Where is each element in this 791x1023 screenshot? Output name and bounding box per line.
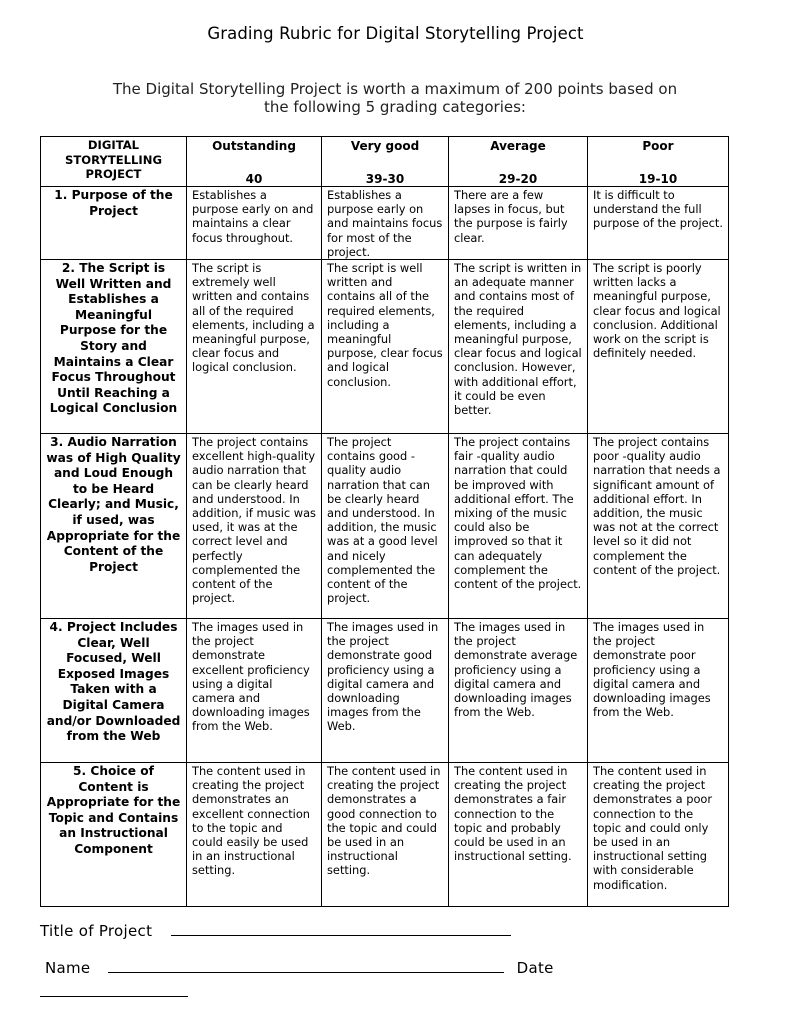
intro-text bbox=[60, 80, 730, 116]
date-blank[interactable] bbox=[40, 982, 188, 997]
criteria-cell: The script is written in an adequate manner and contains most of the required elements, including a meaningful purpose, clear focus and logical conclusion. However, with additional effort, it could be even better. bbox=[449, 260, 588, 434]
level-header-outstanding bbox=[187, 137, 322, 187]
level-name: Poor bbox=[642, 139, 674, 153]
rubric-row-audio bbox=[41, 434, 729, 619]
criteria-cell: The project contains excellent high-quality audio narration that can be clearly heard and understood. In addition, if music was used, it was at the correct level and perfectly complemented the content of the project. bbox=[187, 434, 322, 619]
name-blank[interactable] bbox=[108, 958, 504, 973]
intro-line-2: the following 5 grading categories: bbox=[264, 98, 526, 116]
criteria-cell: The project contains good -quality audio narration that can be clearly heard and understood. In addition, the music was at a good level and nicely complemented the content of the project. bbox=[322, 434, 449, 619]
criteria-cell: The script is poorly written lacks a meaningful purpose, clear focus and logical conclusion. Additional work on the script is definitely needed. bbox=[588, 260, 729, 434]
criteria-cell: The images used in the project demonstrate excellent proficiency using a digital camera and downloading images from the Web. bbox=[187, 619, 322, 763]
category-label: 4. Project Includes Clear, Well Focused, Well Exposed Images Taken with a Digital Camera and/or Downloaded from the Web bbox=[41, 619, 187, 763]
category-label: 2. The Script is Well Written and Establishes a Meaningful Purpose for the Story and Maintains a Clear Focus Throughout Until Reaching a Logical Conclusion bbox=[41, 260, 187, 434]
title-of-project-blank[interactable] bbox=[171, 921, 511, 936]
rubric-table bbox=[40, 136, 729, 907]
level-header-poor bbox=[588, 137, 729, 187]
title-of-project-field bbox=[40, 921, 511, 940]
criteria-cell: Establishes a purpose early on and maintains focus for most of the project. bbox=[322, 187, 449, 260]
title-of-project-label: Title of Project bbox=[40, 922, 153, 940]
criteria-cell: The images used in the project demonstrate average proficiency using a digital camera and downloading images from the Web. bbox=[449, 619, 588, 763]
criteria-cell: The script is well written and contains all of the required elements, including a meaningful purpose, clear focus and logical conclusion. bbox=[322, 260, 449, 434]
rubric-row-content bbox=[41, 763, 729, 907]
level-header-average bbox=[449, 137, 588, 187]
corner-header: DIGITAL STORYTELLING PROJECT bbox=[41, 137, 187, 187]
level-points: 19-10 bbox=[638, 171, 678, 186]
criteria-cell: The content used in creating the project demonstrates a fair connection to the topic and probably could be used in an instructional setting. bbox=[449, 763, 588, 907]
rubric-row-purpose bbox=[41, 187, 729, 260]
category-label: 5. Choice of Content is Appropriate for the Topic and Contains an Instructional Component bbox=[41, 763, 187, 907]
category-label: 1. Purpose of the Project bbox=[41, 187, 187, 260]
criteria-cell: The script is extremely well written and contains all of the required elements, including a meaningful purpose, clear focus and logical conclusion. bbox=[187, 260, 322, 434]
date-label: Date bbox=[516, 959, 554, 977]
level-points: 29-20 bbox=[498, 171, 538, 186]
level-points: 40 bbox=[245, 171, 263, 186]
name-date-field bbox=[45, 958, 554, 977]
rubric-header-row bbox=[41, 137, 729, 187]
criteria-cell: Establishes a purpose early on and maintains a clear focus throughout. bbox=[187, 187, 322, 260]
level-name: Very good bbox=[350, 139, 420, 153]
criteria-cell: The project contains poor -quality audio narration that needs a significant amount of additional effort. In addition, the music was not at the correct level so it did not complement the content of the project. bbox=[588, 434, 729, 619]
rubric-row-images bbox=[41, 619, 729, 763]
criteria-cell: The images used in the project demonstrate good proficiency using a digital camera and downloading images from the Web. bbox=[322, 619, 449, 763]
criteria-cell: It is difficult to understand the full purpose of the project. bbox=[588, 187, 729, 260]
criteria-cell: The content used in creating the project demonstrates an excellent connection to the topic and could easily be used in an instructional setting. bbox=[187, 763, 322, 907]
intro-line-1: The Digital Storytelling Project is worth a maximum of 200 points based on bbox=[112, 80, 678, 98]
level-name: Outstanding bbox=[212, 139, 296, 153]
level-header-very-good bbox=[322, 137, 449, 187]
criteria-cell: The content used in creating the project demonstrates a poor connection to the topic and could only be used in an instructional setting with considerable modification. bbox=[588, 763, 729, 907]
category-label: 3. Audio Narration was of High Quality and Loud Enough to be Heard Clearly; and Music, if used, was Appropriate for the Content of the Project bbox=[41, 434, 187, 619]
name-label: Name bbox=[45, 959, 91, 977]
page-title: Grading Rubric for Digital Storytelling Project bbox=[207, 24, 584, 43]
rubric-row-script bbox=[41, 260, 729, 434]
date-field bbox=[40, 982, 188, 1001]
criteria-cell: The project contains fair -quality audio narration that could be improved with additional effort. The mixing of the music could also be improved so that it can adequately complement the content of the project. bbox=[449, 434, 588, 619]
criteria-cell: The content used in creating the project demonstrates a good connection to the topic and could be used in an instructional setting. bbox=[322, 763, 449, 907]
criteria-cell: There are a few lapses in focus, but the purpose is fairly clear. bbox=[449, 187, 588, 260]
level-points: 39-30 bbox=[365, 171, 405, 186]
criteria-cell: The images used in the project demonstrate poor proficiency using a digital camera and downloading images from the Web. bbox=[588, 619, 729, 763]
level-name: Average bbox=[490, 139, 546, 153]
